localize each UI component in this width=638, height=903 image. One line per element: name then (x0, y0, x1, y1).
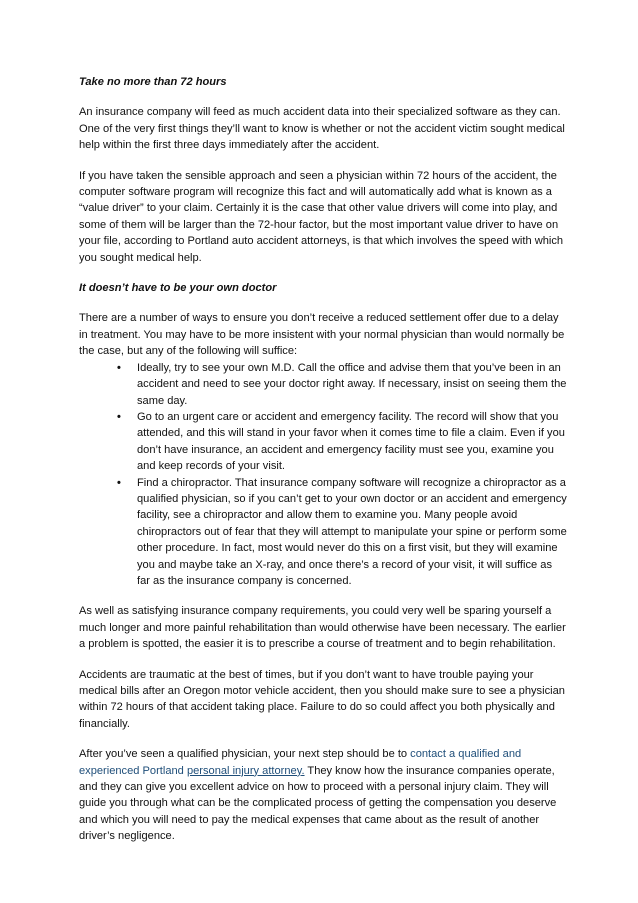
bullet-icon: • (117, 476, 121, 489)
paragraph-oregon-accident: Accidents are traumatic at the best of times, but if you don’t want to have trouble paying your medical bills after an Oregon motor vehicle accident, then you should make sure to see a physician within 72 hours of that accident taking place. Failure to do so could affect you both physically and financially. (79, 668, 565, 730)
attorney-link-dot[interactable]: . (301, 764, 305, 777)
paragraph-next-step (79, 746, 567, 844)
document-page (79, 74, 567, 859)
section-heading-72-hours: Take no more than 72 hours (79, 76, 227, 88)
attorney-link-part2[interactable]: personal injury attorney (186, 764, 302, 777)
bullet-icon: • (117, 361, 121, 374)
list-item-chiropractor (79, 475, 567, 590)
list-item-own-md (79, 360, 567, 409)
paragraph-reduced-settlement: There are a number of ways to ensure you don’t receive a reduced settlement offer due to a delay in treatment. You may have to be more insistent with your normal physician than would normally be the case, but any of the following will suffice: (79, 312, 565, 358)
list-item-urgent-care (79, 409, 567, 475)
paragraph-value-driver: If you have taken the sensible approach and seen a physician within 72 hours of the accident, the computer software program will recognize this fact and will automatically add what is known as a “value driver” to your claim. Certainly it is the case that other value drivers will come into play, and some of them will be larger than the 72-hour factor, but the most important value driver to have on your file, according to Portland auto accident attorneys, is that which involves the speed with which you sought medical help. (79, 169, 564, 264)
next-step-text-after: They know how the insurance companies operate, and they can give you excellent advice on how to proceed with a personal injury claim. They will guide you through what can be the complicated process of getting the compensation you deserve and which you will need to pay the medical expenses that came about as the result of another driver’s negligence. (79, 764, 557, 843)
bullet-icon: • (117, 410, 121, 423)
paragraph-insurance-data: An insurance company will feed as much accident data into their specialized software as they can. One of the very first things they’ll want to know is whether or not the accident victim sought medical help within the first three days immediately after the accident. (79, 106, 565, 152)
options-list (79, 360, 567, 590)
paragraph-rehabilitation: As well as satisfying insurance company requirements, you could very well be sparing yourself a much longer and more painful rehabilitation than would otherwise have been necessary. The earlier a problem is spotted, the easier it is to prescribe a course of treatment and to begin rehabilitation. (79, 605, 566, 651)
list-item-text: Ideally, try to see your own M.D. Call the office and advise them that you’ve been in an accident and need to see your doctor right away. If necessary, insist on seeing them the same day. (137, 361, 567, 407)
list-item-text: Find a chiropractor. That insurance company software will recognize a chiropractor as a qualified physician, so if you can’t get to your own doctor or an accident and emergency facility, see a chiropractor and allow them to examine you. Many people avoid chiropractors out of fear that they will attempt to manipulate your spine or perform some other procedure. In fact, most would never do this on a first visit, but they will examine you and maybe take an X-ray, and once there’s a record of your visit, it will suffice as far as the insurance company is concerned. (137, 476, 567, 587)
list-item-text: Go to an urgent care or accident and emergency facility. The record will show that you attended, and this will stand in your favor when it comes time to file a claim. Even if you don’t have insurance, an accident and emergency facility must see you, examine you and keep records of your visit. (137, 410, 565, 473)
attorney-link-part1[interactable]: contact a qualified and experienced Portland (79, 748, 522, 777)
next-step-text-before: After you’ve seen a qualified physician, your next step should be to (79, 748, 411, 761)
section-heading-own-doctor: It doesn’t have to be your own doctor (79, 282, 277, 295)
